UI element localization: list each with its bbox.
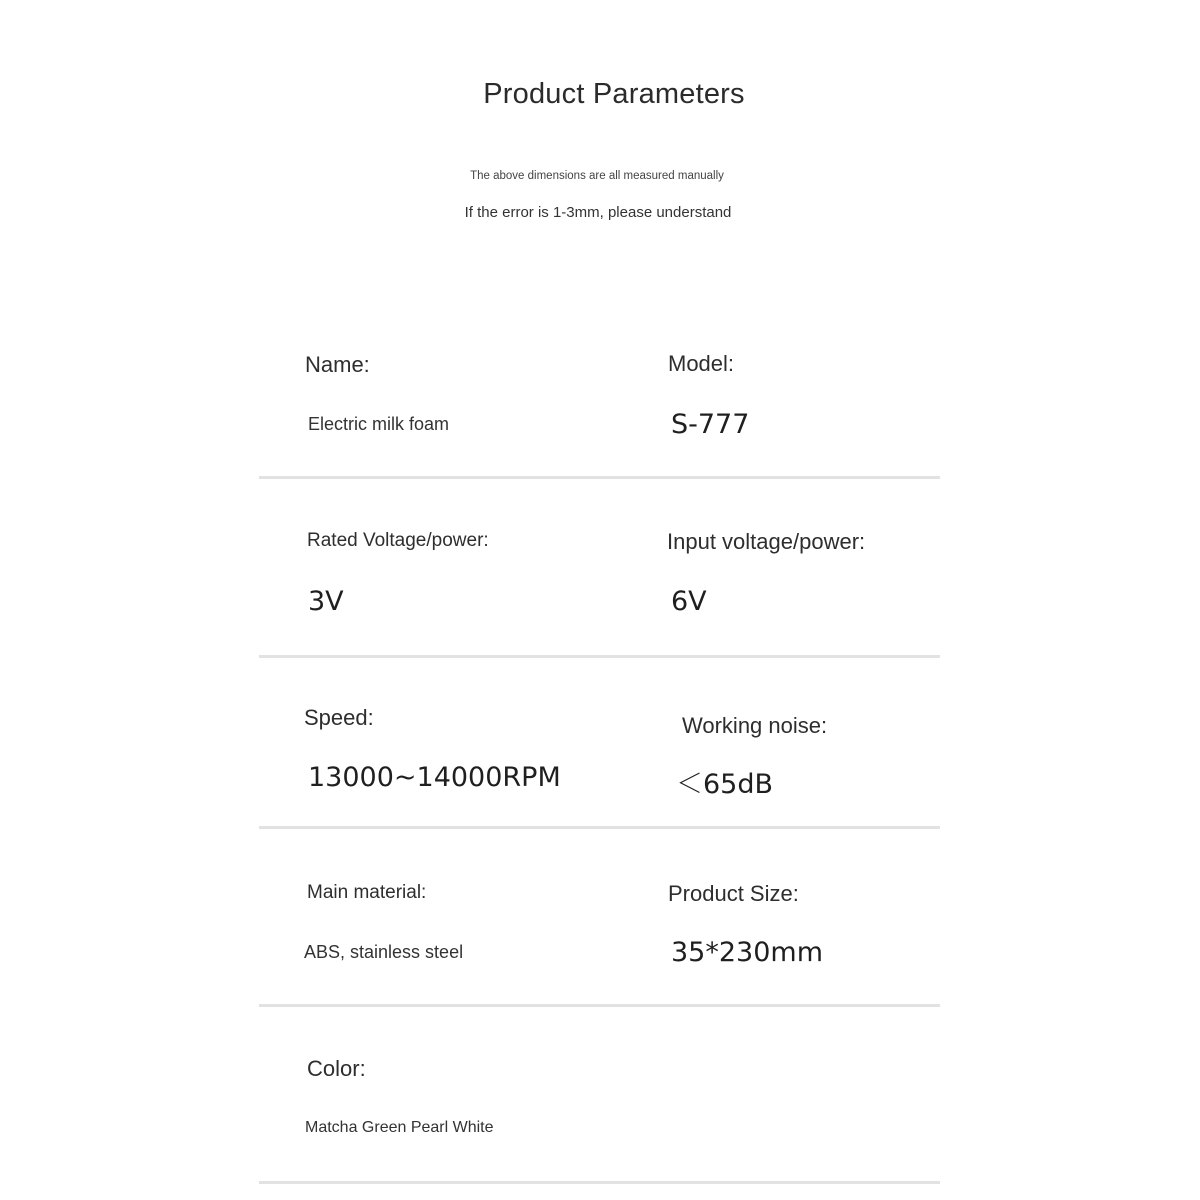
param-speed-value: 13000~14000RPM [308, 762, 561, 793]
param-model-label: Model: [668, 351, 735, 376]
param-input-voltage-label: Input voltage/power: [667, 529, 866, 554]
param-speed-label: Speed: [304, 705, 374, 730]
param-color-label: Color: [307, 1056, 366, 1081]
divider [259, 1181, 940, 1184]
param-model-value: S-777 [671, 409, 750, 440]
page-title: Product Parameters [483, 78, 745, 110]
param-size-label: Product Size: [668, 881, 799, 906]
divider [259, 655, 940, 658]
param-size-value: 35*230mm [671, 937, 823, 968]
param-rated-voltage-value: 3V [308, 586, 344, 617]
param-material-label: Main material: [307, 882, 427, 903]
param-color-value: Matcha Green Pearl White [305, 1119, 494, 1136]
divider [259, 826, 940, 829]
divider [259, 476, 940, 479]
measurement-note: The above dimensions are all measured manually [470, 170, 724, 182]
param-noise-value: ＜65dB [676, 769, 774, 800]
error-note: If the error is 1-3mm, please understand [464, 204, 732, 221]
param-name-value: Electric milk foam [308, 414, 450, 434]
param-name-label: Name: [305, 352, 370, 377]
divider [259, 1004, 940, 1007]
param-noise-label: Working noise: [682, 713, 828, 738]
param-rated-voltage-label: Rated Voltage/power: [307, 530, 489, 551]
param-input-voltage-value: 6V [671, 586, 707, 617]
param-material-value: ABS, stainless steel [304, 942, 464, 962]
